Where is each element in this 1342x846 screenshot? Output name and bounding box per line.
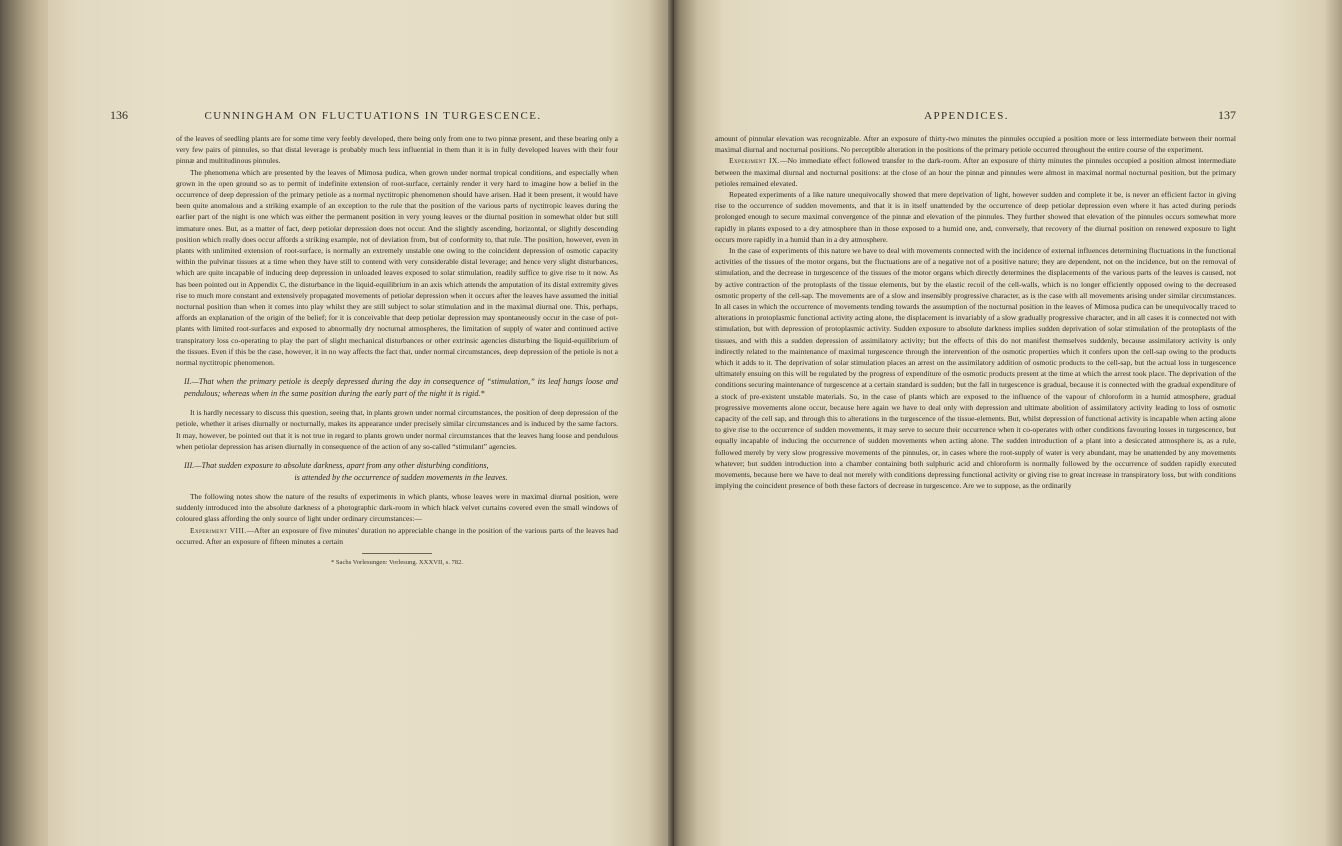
left-paragraph-3: It is hardly necessary to discuss this question, seeing that, in plants grown under normal circumstances, the position of deep depression of the petiole, whether it arises diurnally or nocturnally, makes its appearance under precisely similar circumstances and is induced by the same factors. It may, however, be pointed out that it is not true in regard to plants grown under normal circumstances that the leaves hang loose and pendulous when petiolar depression has arisen diurnally in consequence of the action of any so-called “stimulant” agencies. [176, 408, 618, 451]
right-page-number: 137 [1218, 108, 1236, 122]
experiment-ix-paragraph [715, 155, 1236, 189]
experiment-ix-label: Experiment IX. [729, 156, 781, 166]
footnote: * Sachs Vorlesungen: Vorlesung. XXXVII, s. 782. [330, 559, 464, 567]
left-running-head [110, 108, 618, 123]
right-page [674, 0, 1342, 846]
experiment-ix-text: —No immediate effect followed transfer to the dark-room. After an exposure of thirty minutes the pinnules occupied a position almost intermediate between the maximal diurnal and nocturnal positions: at the close of an hour the pinnæ and pinnules were almost in maximal normal nocturnal position, but the primary petioles remained elevated. [715, 156, 1236, 188]
right-paragraph-3: In the case of experiments of this nature we have to deal with movements connected with the incidence of external influences determining fluctuations in the functional activities of the tissues of the motor organs, but the fluctuations are of a negative not of a positive nature; they are dependent, not on the incidence, but on the removal of stimulation, and the decrease in turgescence of the tissues of the motor organs which directly determines the displacements of the various parts of the leaves is caused, not by active contraction of the protoplasts of the tissue elements, but by the elastic recoil of the cell-walls, which is no longer efficiently opposed owing to the decreased osmotic property of the cell-sap. The movements are of a slow and insensibly progressive character, as is the case with all movements arising under similar circumstances. In all cases in which the occurrence of movements tending towards the assumption of the nocturnal position in the leaves of Mimosa pudica can be unequivocally traced to alterations in protoplasmic functional activity acting alone, the displacement is invariably of a slow gradually progressive character, and in all cases it is connected not with stimulation, but with depression of protoplasmic activity. Sudden exposure to absolute darkness implies sudden deprivation of solar stimulation of the protoplasts of the tissues, and with this a sudden depression of assimilatory activity; but the effects of this do not manifest themselves suddenly, because assimilatory activity is only indirectly related to the maintenance of maximal turgescence through the intervention of the osmotic properties which it confers upon the cell-sap owing to the products which it adds to it. The deprivation of solar stimulation places an arrest on the assimilatory addition of osmotic products to the cell-sap, but the actual loss in turgescence ultimately ensuing on this will be regulated by the progress of expenditure of the osmotic products present at the time at which the arrest took place. The deprivation of the conditions securing maintenance of turgescence at a certain standard is sudden; but the fall in turgescence is gradual, because it is connected with the gradual expenditure of a stock of pre-existent unstable materials. So, in the case of plants which are exposed to the influence of the vapour of chloroform in a humid atmosphere, gradual progressive movements alone occur, because here again we have to deal only with depression and ultimate abolition of assimilatory activity leading to loss of osmotic capacity of the cell sap, and through this to alterations in the turgescence of the tissue-elements. But, whilst depression of functional activity is incapable when acting alone to give rise to the occurrence of sudden movements, it may serve to secure their occurrence when it co-operates with other conditions favouring losses in turgescence, but equally incapable of inducing the occurrence of sudden movements when acting alone. The sudden introduction of a plant into a desiccated atmosphere is, as a rule, followed merely by very slow progressive movements of the pinnules, or, in cases where the root-supply of water is very abundant, may be unattended by any movements whatever; but sudden introduction into a chamber containing both sulphuric acid and chloroform is normally followed by the occurrence of sudden rapidly executed movements, because here we have to deal not merely with conditions depressing functional activity or giving rise to great increase in transpiratory loss, but with conditions implying the coincident presence of both these factors of decrease in turgescence. Are we to suppose, as the ordinarily [715, 246, 1236, 491]
left-page-number: 136 [110, 108, 128, 122]
section-heading-ii: II.—That when the primary petiole is deeply depressed during the day in consequence of “stimulation,” its leaf hangs loose and pendulous; whereas when in the same position during the early part of the night it is rigid.* [184, 377, 618, 398]
experiment-viii-text: —After an exposure of five minutes' duration no appreciable change in the position of the various parts of the leaves had occurred. After an exposure of fifteen minutes a certain [176, 525, 618, 546]
heading-iii-line-1: III.—That sudden exposure to absolute darkness, apart from any other disturbing conditions, [184, 461, 489, 471]
right-running-title: APPENDICES. [924, 110, 1009, 122]
footnote-divider [362, 553, 432, 554]
left-paragraph-4: The following notes show the nature of the results of experiments in which plants, whose leaves were in maximal diurnal position, were suddenly introduced into the absolute darkness of a photographic dark-room in which black velvet curtains covered even the small windows of coloured glass affording the only source of light under ordinary circumstances:— [176, 492, 618, 524]
heading-iii-line-2: is attended by the occurrence of sudden movements in the leaves. [294, 472, 508, 482]
right-paragraph-1: amount of pinnular elevation was recognizable. After an exposure of thirty-two minutes the pinnules occupied a position more or less intermediate between their normal maximal diurnal and nocturnal positions. No perceptible alteration in the positions of the primary petiole occurred throughout the entire course of the experiment. [715, 134, 1236, 155]
experiment-viii-paragraph [176, 525, 618, 547]
right-running-head [715, 108, 1236, 123]
left-page [48, 0, 674, 846]
section-heading-iii [176, 460, 618, 483]
left-paragraph-2: The phenomena which are presented by the leaves of Mimosa pudica, when grown under normal tropical conditions, and especially when grown in the open ground so as to permit of indefinite extension of root-surface, certainly render it very hard to imagine how a belief in the occurrence of deep depression of the primary petiole as a normal nyctitropic phenomenon should have arisen. Had it been present, it would have been quite anomalous and a striking example of an exception to the rule that the position of the various parts of nyctitropic leaves during the earlier part of the night is one which was either the permanent position in very young leaves or the diurnal position in somewhat older but still immature ones. But, as a matter of fact, deep petiolar depression does not occur. And the slightly ascending, horizontal, or slightly descending position which really does occur affords a striking example, not of deviation from, but of conformity to, that rule. The position, however, even in plants with unlimited extension of root-surface, is normally an extremely unstable one owing to the coincident depression of osmotic capacity within the pulvinar tissues at a time when they have still to contend with very considerable distal leverage; and hence very slight disturbances, which are quite incapable of inducing deep depression in unloaded leaves exposed to solar stimulation, readily suffice to give rise to it now. As has been pointed out in Appendix C, the disturbance in the liquid-equilibrium in an axis which attends the amputation of its distal extremity gives rise to much more constant and extensively propagated movements of petiolar depression when it occurs after the leaves have assumed the initial nocturnal position than when it comes into play whilst they are still subject to solar stimulation and in the maximal diurnal one. This, perhaps, affords an explanation of the origin of the belief; for it is conceivable that deep petiolar depression may spontaneously occur in the case of pot-plants with limited root-surfaces and exposed to abnormally dry nocturnal atmospheres, the limitation of supply of water and continued active transpiratory loss co-operating to play the part of slight mechanical disturbances or other extrinsic agencies disturbing the liquid-equilibrium of the tissues. Even if this be the case, however, it in no way affects the fact that, under normal circumstances, deep depression of the petiole is not a normal nyctitropic phenomenon. [176, 167, 618, 368]
experiment-viii-label: Experiment VIII. [190, 525, 247, 535]
left-running-title: CUNNINGHAM ON FLUCTUATIONS IN TURGESCENCE. [204, 110, 542, 122]
left-paragraph-1: of the leaves of seedling plants are for some time very feebly developed, there being only from one to two pinnæ present, and these bearing only a very few pairs of pinnules, so that distal leverage is probably much less influential in them than it is in fully developed leaves with their four pinnæ and multitudinous pinnules. [176, 134, 618, 166]
right-paragraph-2: Repeated experiments of a like nature unequivocally showed that mere deprivation of light, however sudden and complete it be, is never an efficient factor in giving rise to the occurrence of sudden movements, and that it is in itself unattended by the occurrence of deep petiolar depression even where it has acted during periods prolonged enough to secure maximal convergence of the pinnæ and elevation of the pinnules. They further showed that elevation of the pinnules occurs somewhat more rapidly in plants exposed to a dry atmosphere than in those exposed to a humid one, and, conversely, that recovery of the diurnal position on renewed exposure to light occurs more rapidly in a humid than in a dry atmosphere. [715, 190, 1236, 244]
